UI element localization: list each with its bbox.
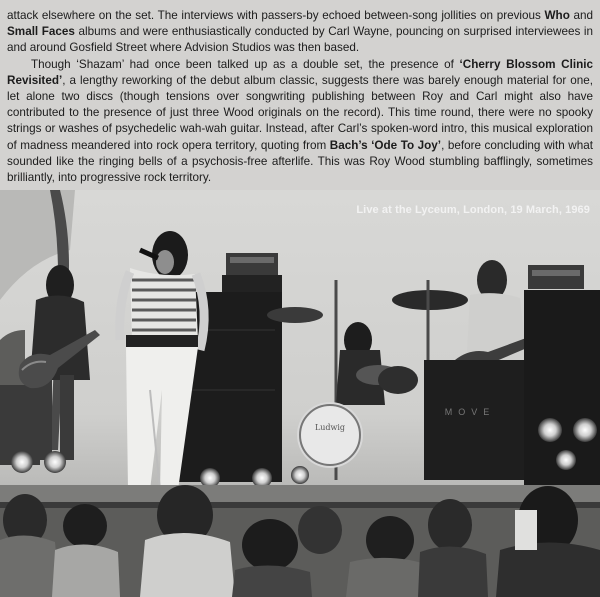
svg-text:MOVE: MOVE: [444, 407, 496, 417]
concert-photo-illustration: [0, 190, 600, 597]
paragraph-2: Though ‘Shazam’ had once been talked up as a double set, the presence of ‘Cherry Blossom Clinic Revisited’, a lengthy reworking of the debut album classic, suggests there was barely enough material for one, let alone two discs (though tensions over songwriting publishing between Roy and Carl might also have contributed to the presence of just three Wood originals on the record). This time round, there were no spooky strings or washes of psychedelic wah-wah guitar. Instead, after Carl’s spoken-word intro, this musical exploration of madness meandered into rock opera territory, quoting from Bach’s ‘Ode To Joy’, before concluding with what sounded like the ringing bells of a psychosis-free afterlife. This was Roy Wood stumbling bafflingly, sometimes brilliantly, into progressive rock territory.: [7, 57, 593, 185]
paragraph-1: attack elsewhere on the set. The interviews with passers-by echoed between-song jollities on previous Who and Small Faces albums and were enthusiastically conducted by Carl Wayne, pouncing on surprised interviewees in and around Gosfield Street where Advision Studios was then based.: [7, 9, 593, 55]
svg-text:Ludwig: Ludwig: [314, 423, 346, 432]
photo-caption: Live at the Lyceum, London, 19 March, 1969: [356, 204, 590, 216]
article-text: [7, 8, 593, 186]
concert-photo: [0, 190, 600, 597]
